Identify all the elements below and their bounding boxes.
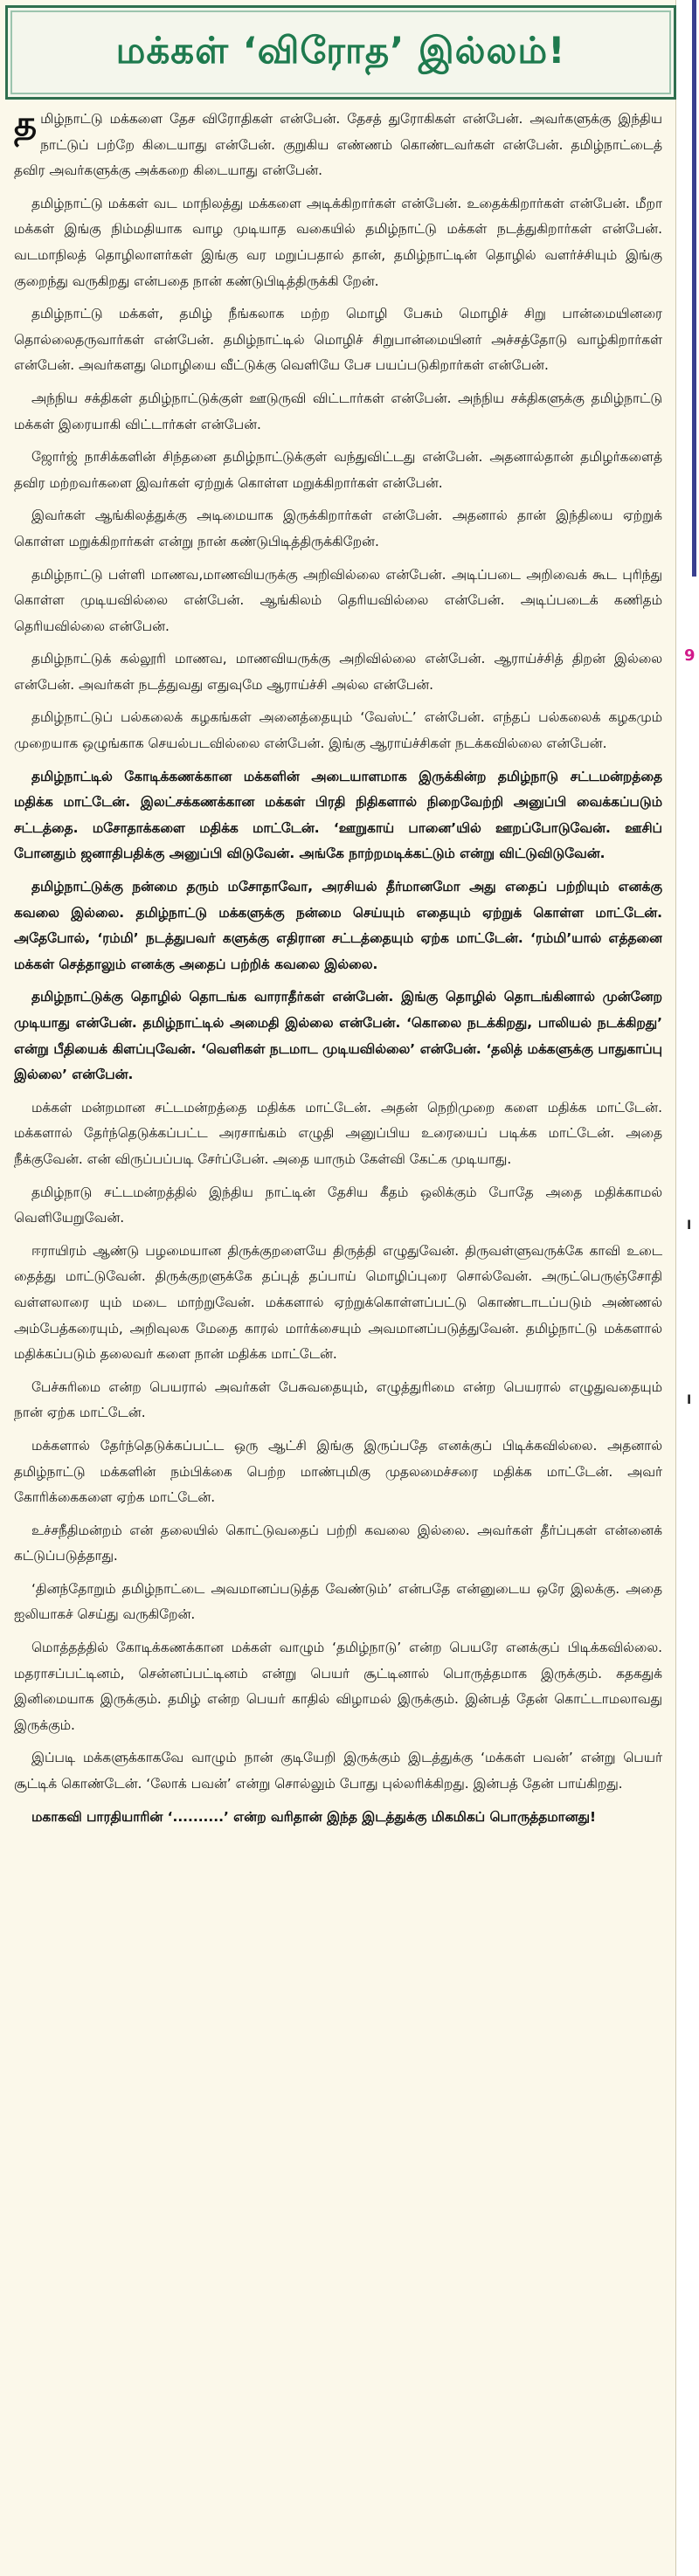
article-paragraph: இப்படி மக்களுக்காகவே வாழும் நான் குடியேறி இருக்கும் இடத்துக்கு ‘மக்கள் பவன்’ என்று பெயர் சூட்டிக் கொண்டேன். ‘லோக் பவன்’ என்று சொல்லும் போது புல்லரிக்கிறது. இன்பத் தேன் பாய்கிறது. — [14, 1750, 662, 1792]
article-paragraph: தமிழ்நாட்டு மக்கள் வட மாநிலத்து மக்களை அடிக்கிறார்கள் என்பேன். உதைக்கிறார்கள் என்பேன். மீறா மக்கள் இங்கு நிம்மதியாக வாழ முடியாத வகையில் தமிழ்நாட்டு மக்கள் நடத்துகிறார்கள் என்பேன். வடமாநிலத் தொழிலாளர்கள் இங்கு வர மறுப்பதால் தான், தமிழ்நாட்டின் தொழில் வளர்ச்சியும் இங்கு குறைந்து வருகிறது என்பதை நான் கண்டுபிடித்திருக்கி றேன். — [14, 195, 662, 289]
article-paragraph: ஜோர்ஜ் நாசிக்களின் சிந்தனை தமிழ்நாட்டுக்குள் வந்துவிட்டது என்பேன். அதனால்தான் தமிழர்களைத் தவிர மற்றவர்களை இவர்கள் ஏற்றுக் கொள்ள மறுக்கிறார்கள் என்பேன். — [14, 449, 662, 491]
article-paragraph: இவர்கள் ஆங்கிலத்துக்கு அடிமையாக இருக்கிறார்கள் என்பேன். அதனால் தான் இந்தியை ஏற்றுக் கொள்ள மறுக்கிறார்கள் என்று நான் கண்டுபிடித்திருக்கிறேன். — [14, 508, 662, 549]
headline-box — [5, 5, 676, 100]
article-paragraph: பேச்சுரிமை என்ற பெயரால் அவர்கள் பேசுவதையும், எழுத்துரிமை என்ற பெயரால் எழுதுவதையும் நான் ஏற்க மாட்டேன். — [14, 1378, 662, 1421]
article-paragraph: மக்கள் மன்றமான சட்டமன்றத்தை மதிக்க மாட்டேன். அதன் நெறிமுறை களை மதிக்க மாட்டேன். மக்களால் தேர்ந்தெடுக்கப்பட்ட அரசாங்கம் எழுதி அனுப்பிய உரையைப் படிக்க மாட்டேன். அதை நீக்குவேன். என் விருப்பப்படி சேர்ப்பேன். அதை யாரும் கேள்வி கேட்க முடியாது. — [14, 1099, 662, 1167]
article-paragraph: தமிழ்நாட்டு பள்ளி மாணவ,மாணவியருக்கு அறிவில்லை என்பேன். அடிப்படை அறிவைக் கூட புரிந்து கொள்ள முடியவில்லை என்பேன். ஆங்கிலம் தெரியவில்லை என்பேன். அடிப்படைக் கணிதம் தெரியவில்லை என்பேன். — [14, 566, 662, 634]
article-paragraph: தமிழ்நாட்டு மக்கள், தமிழ் நீங்கலாக மற்ற மொழி பேசும் மொழிச் சிறு பான்மையினரை தொல்லைதருவார்கள் என்பேன். தமிழ்நாட்டில் மொழிச் சிறுபான்மையினர் அச்சத்தோடு வாழ்கிறார்கள் என்பேன். அவர்களது மொழியை வீட்டுக்கு வெளியே பேச பயப்படுகிறார்கள் என்பேன். — [14, 306, 662, 374]
article-paragraph: தமிழ்நாட்டுப் பல்கலைக் கழகங்கள் அனைத்தையும் ‘வேஸ்ட்’ என்பேன். எந்தப் பல்கலைக் கழகமும் முறையாக ஒழுங்காக செயல்படவில்லை என்பேன். இங்கு ஆராய்ச்சிகள் நடக்கவில்லை என்பேன். — [14, 709, 662, 752]
article-paragraph: தமிழ்நாட்டுக் கல்லூரி மாணவ, மாணவியருக்கு அறிவில்லை என்பேன். ஆராய்ச்சித் திறன் இல்லை என்பேன். அவர்கள் நடத்துவது எதுவுமே ஆராய்ச்சி அல்ல என்பேன். — [14, 651, 662, 693]
article-paragraph: மகாகவி பாரதியாரின் ‘..........’ என்ற வரிதான் இந்த இடத்துக்கு மிகமிகப் பொருத்தமானது! — [31, 1808, 596, 1825]
article-paragraph: அந்நிய சக்திகள் தமிழ்நாட்டுக்குள் ஊடுருவி விட்டார்கள் என்பேன். அந்நிய சக்திகளுக்கு தமிழ்நாட்டு மக்கள் இரையாகி விட்டார்கள் என்பேன். — [14, 390, 662, 432]
article-paragraph: தமிழ்நாடு சட்டமன்றத்தில் இந்திய நாட்டின் தேசிய கீதம் ஒலிக்கும் போதே அதை மதிக்காமல் வெளியேறுவேன். — [14, 1184, 662, 1226]
article-paragraph: மக்களால் தேர்ந்தெடுக்கப்பட்ட ஒரு ஆட்சி இங்கு இருப்பதே எனக்குப் பிடிக்கவில்லை. அதனால் தமிழ்நாட்டு மக்களின் நம்பிக்கை பெற்ற மாண்புமிகு முதலமைச்சரை மதிக்க மாட்டேன். அவர் கோரிக்கைகளை ஏற்க மாட்டேன். — [14, 1437, 662, 1506]
adjacent-page-color-bar — [692, 0, 696, 577]
article-paragraph: தமிழ்நாட்டுக்கு நன்மை தரும் மசோதாவோ, அரசியல் தீர்மானமோ அது எதைப் பற்றியும் எனக்கு கவலை இல்லை. தமிழ்நாட்டு மக்களுக்கு நன்மை செய்யும் எதையும் ஏற்றுக் கொள்ள மாட்டேன். அதேபோல், ‘ரம்மி’ நடத்துபவர் களுக்கு எதிரான சட்டத்தையும் ஏற்க மாட்டேன். ‘ரம்மி’யால் எத்தனை மக்கள் செத்தாலும் எனக்கு அதைப் பற்றிக் கவலை இல்லை. — [14, 879, 662, 972]
adjacent-page-fragment: I — [687, 1393, 692, 1407]
drop-cap: த — [14, 107, 38, 144]
article-body — [14, 107, 662, 2566]
article-paragraph: தமிழ்நாட்டில் கோடிக்கணக்கான மக்களின் அடையாளமாக இருக்கின்ற தமிழ்நாடு சட்டமன்றத்தை மதிக்க மாட்டேன். இலட்சக்கணக்கான மக்கள் பிரதி நிதிகளால் நிறைவேற்றி அனுப்பி வைக்கப்படும் சட்டத்தை. மசோதாக்களை மதிக்க மாட்டேன். ‘ஊறுகாய் பானை’யில் ஊறப்போடுவேன். ஊசிப் போனதும் ஜனாதிபதிக்கு அனுப்பி விடுவேன். அங்கே நாற்றமடிக்கட்டும் என்று விட்டுவிடுவேன். — [14, 768, 662, 862]
adjacent-page-fragment: 9 — [684, 646, 696, 665]
adjacent-page-fragment: I — [687, 1219, 692, 1233]
article-paragraph: ‘தினந்தோறும் தமிழ்நாட்டை அவமானப்படுத்த வேண்டும்’ என்பதே என்னுடைய ஒரே இலக்கு. அதை ஐலியாகச் செய்து வருகிறேன். — [14, 1580, 662, 1623]
article-paragraph: உச்சநீதிமன்றம் என் தலையில் கொட்டுவதைப் பற்றி கவலை இல்லை. அவர்கள் தீர்ப்புகள் என்னைக் கட்டுப்படுத்தாது. — [14, 1522, 662, 1564]
article-paragraph: மொத்தத்தில் கோடிக்கணக்கான மக்கள் வாழும் ‘தமிழ்நாடு’ என்ற பெயரே எனக்குப் பிடிக்கவில்லை. மதராசப்பட்டினம், சென்னப்பட்டினம் என்று பெயர் சூட்டினால் பொருத்தமாக இருக்கும். கதகதுக் இனிமையாக இருக்கும். தமிழ் என்ற பெயர் காதில் விழாமல் இருக்கும். இன்பத் தேன் கொட்டாமலாவது இருக்கும். — [14, 1640, 662, 1733]
headline: மக்கள் ‘விரோத’ இல்லம்! — [115, 28, 566, 72]
article-paragraph: தமிழ்நாட்டு மக்களை தேச விரோதிகள் என்பேன். தேசத் துரோகிகள் என்பேன். அவர்களுக்கு இந்திய நாட்டுப் பற்றே கிடையாது என்பேன். குறுகிய எண்ணம் கொண்டவர்கள் என்பேன். தமிழ்நாட்டைத் தவிர அவர்களுக்கு அக்கறை கிடையாது என்பேன். — [14, 107, 662, 179]
article-paragraph: ஈராயிரம் ஆண்டு பழமையான திருக்குறளையே திருத்தி எழுதுவேன். திருவள்ளுவருக்கே காவி உடை தைத்து மாட்டுவேன். திருக்குறளுக்கே தப்புத் தப்பாய் மொழிப்புரை சொல்வேன். அருட்பெருஞ்சோதி வள்ளலாரை யும் மடை மாற்றுவேன். மக்களால் ஏற்றுக்கொள்ளப்பட்டு கொண்டாடப்படும் அண்ணல் அம்பேத்கரையும், அறிவுலக மேதை காரல் மார்க்சையும் அவமானப்படுத்துவேன். தமிழ்நாட்டு மக்களால் மதிக்கப்படும் தலைவர் களை நான் மதிக்க மாட்டேன். — [14, 1242, 662, 1363]
article-paragraph: தமிழ்நாட்டுக்கு தொழில் தொடங்க வாராதீர்கள் என்பேன். இங்கு தொழில் தொடங்கினால் முன்னேற முடியாது என்பேன். தமிழ்நாட்டில் அமைதி இல்லை என்பேன். ‘கொலை நடக்கிறது, பாலியல் நடக்கிறது’ என்று பீதியைக் கிளப்புவேன். ‘வெளிகள் நடமாட முடியவில்லை’ என்பேன். ‘தலித் மக்களுக்கு பாதுகாப்பு இல்லை’ என்பேன். — [14, 989, 662, 1083]
